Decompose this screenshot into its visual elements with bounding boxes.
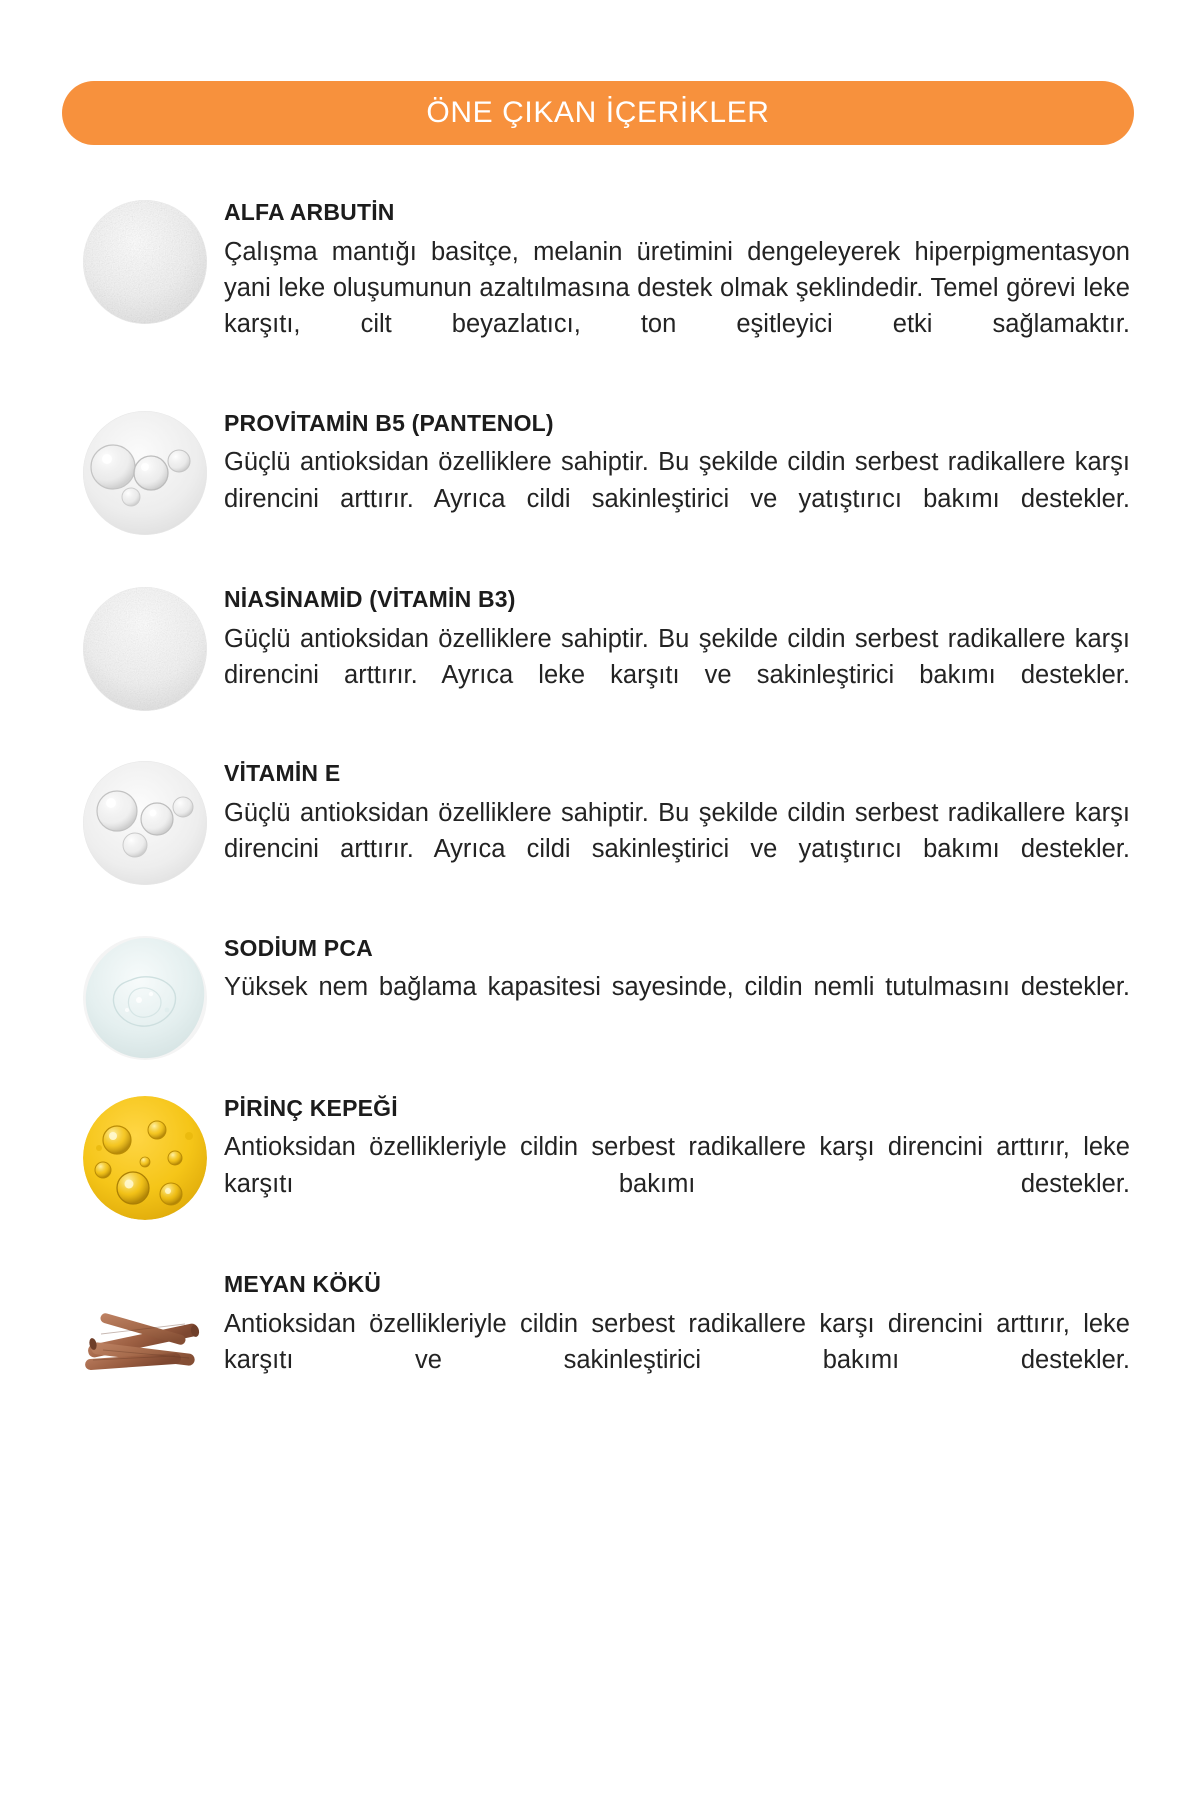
ingredient-description: Antioksidan özellikleriyle cildin serbest radikallere karşı direncini arttırır, leke karşıtı ve sakinleştirici bakımı destekler. — [224, 1309, 1130, 1374]
ingredient-thumb-wrap — [70, 759, 220, 885]
ingredient-title: ALFA ARBUTİN — [224, 199, 395, 225]
header-banner — [62, 81, 1134, 145]
ingredient-title: VİTAMİN E — [224, 760, 341, 787]
ingredient-item — [70, 1094, 1130, 1238]
clear-gel-bubbles-circle-icon — [83, 761, 207, 885]
ingredient-thumb-wrap — [70, 1270, 220, 1396]
ingredient-title: PROVİTAMİN B5 (PANTENOL) — [224, 409, 554, 436]
ingredient-title: PİRİNÇ KEPEĞİ — [224, 1094, 398, 1121]
ingredient-text — [220, 409, 1130, 553]
ingredient-item — [70, 934, 1130, 1060]
ingredient-description: Güçlü antioksidan özelliklere sahiptir. Bu şekilde cildin serbest radikallere karşı direncini arttırır. Ayrıca cildi sakinleştirici ve yatıştırıcı bakımı destekler. — [224, 799, 1130, 864]
ingredient-description: Çalışma mantığı basitçe, melanin üretimini dengeleyerek hiperpigmentasyon yani leke oluşumunun azaltılmasına destek olmak şeklindedir. Temel görevi leke karşıtı, cilt beyazlatıcı, ton eşitleyici etki sağlamaktır. — [224, 237, 1130, 339]
ingredient-item — [70, 198, 1130, 379]
ingredient-thumb-wrap — [70, 198, 220, 324]
ingredient-thumb-wrap — [70, 409, 220, 535]
yellow-oil-droplets-circle-icon — [83, 1096, 207, 1220]
page-title: ÖNE ÇIKAN İÇERİKLER — [426, 96, 770, 129]
ingredient-text — [220, 585, 1130, 729]
clear-gel-bubbles-circle-icon — [83, 411, 207, 535]
ingredient-item — [70, 1270, 1130, 1414]
ingredient-title: MEYAN KÖKÜ — [224, 1271, 382, 1297]
ingredient-description: Yüksek nem bağlama kapasitesi sayesinde, cildin nemli tutulmasını destekler. — [224, 973, 1130, 1002]
ingredient-thumb-wrap — [70, 585, 220, 711]
white-powder-texture-circle-icon — [83, 200, 207, 324]
ingredient-text — [220, 934, 1130, 1042]
white-powder-texture-circle-icon — [83, 587, 207, 711]
ingredient-text — [220, 1094, 1130, 1238]
pale-blue-gel-drop-circle-icon — [83, 936, 207, 1060]
ingredient-text — [220, 198, 1130, 379]
ingredient-text — [220, 759, 1130, 903]
ingredient-thumb-wrap — [70, 934, 220, 1060]
ingredient-item — [70, 759, 1130, 903]
ingredient-item — [70, 409, 1130, 553]
ingredient-title: SODİUM PCA — [224, 934, 373, 961]
ingredient-thumb-wrap — [70, 1094, 220, 1220]
ingredient-description: Antioksidan özellikleriyle cildin serbest radikallere karşı direncini arttırır, leke karşıtı bakımı destekler. — [224, 1133, 1130, 1198]
ingredient-item — [70, 585, 1130, 729]
ingredient-text — [220, 1270, 1130, 1414]
ingredient-list — [70, 198, 1130, 1414]
ingredient-description: Güçlü antioksidan özelliklere sahiptir. Bu şekilde cildin serbest radikallere karşı direncini arttırır. Ayrıca leke karşıtı ve sakinleştirici bakımı destekler. — [224, 624, 1130, 689]
licorice-root-sticks-icon — [83, 1272, 207, 1396]
ingredient-description: Güçlü antioksidan özelliklere sahiptir. Bu şekilde cildin serbest radikallere karşı direncini arttırır. Ayrıca cildi sakinleştirici ve yatıştırıcı bakımı destekler. — [224, 448, 1130, 513]
ingredient-title: NİASİNAMİD (VİTAMİN B3) — [224, 585, 516, 612]
